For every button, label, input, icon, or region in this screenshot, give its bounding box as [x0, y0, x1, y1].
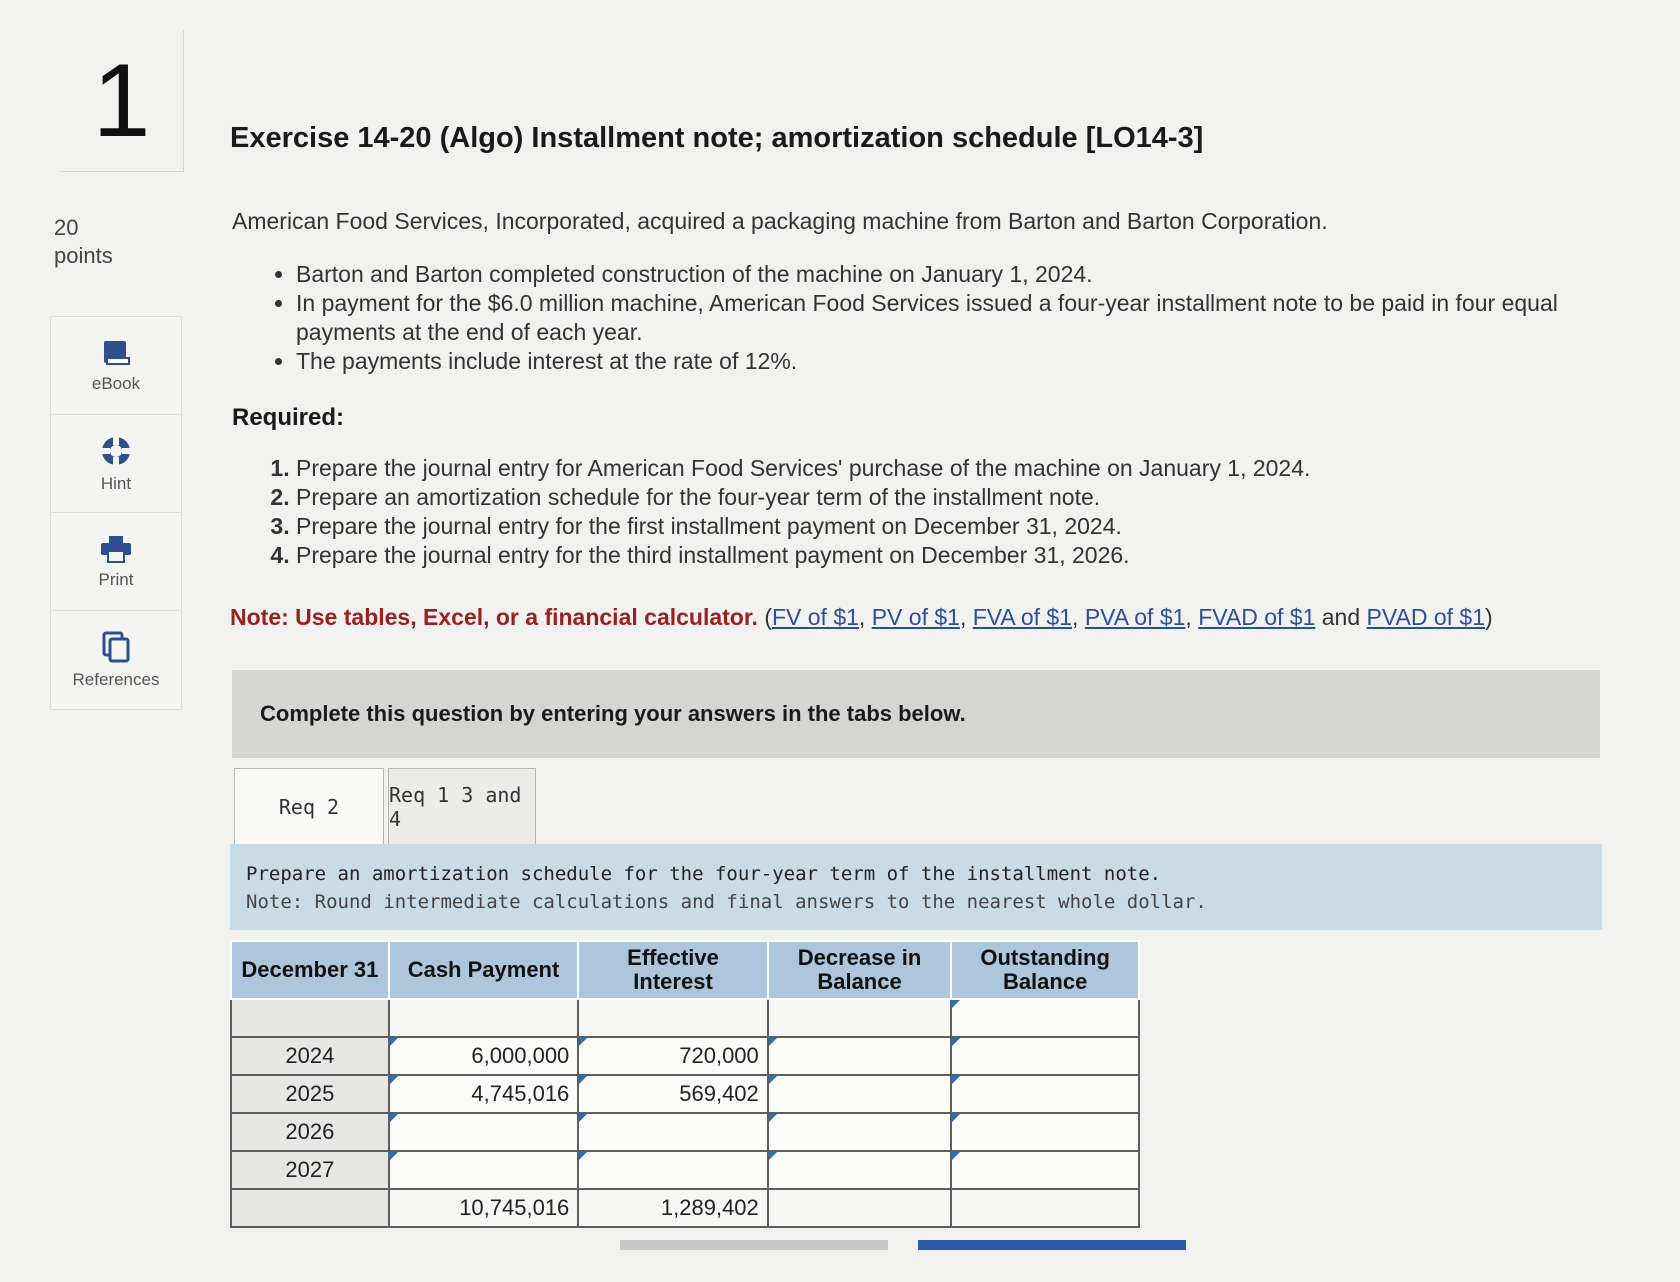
balance-input[interactable]: [951, 1075, 1139, 1113]
list-item: • In payment for the $6.0 million machine, American Food Services issued a four-year installment note to be paid in four equal payments at the end of each year.: [296, 289, 1660, 347]
table-row: [231, 999, 1139, 1037]
list-item: 3. Prepare the journal entry for the first installment payment on December 31, 2024.: [296, 512, 1310, 541]
balance-input[interactable]: [951, 1151, 1139, 1189]
list-item: • The payments include interest at the rate of 12%.: [296, 347, 1660, 376]
amortization-table: [230, 940, 1140, 1228]
balance-input[interactable]: [951, 999, 1139, 1037]
decrease-input[interactable]: [768, 1075, 952, 1113]
required-heading: Required:: [232, 404, 345, 431]
interest-input[interactable]: [578, 1151, 767, 1189]
intro-text: American Food Services, Incorporated, acquired a packaging machine from Barton and Barton Corporation.: [232, 208, 1328, 234]
instruction-line: Prepare an amortization schedule for the four-year term of the installment note.: [246, 863, 1162, 885]
pvad-link[interactable]: PVAD of $1: [1366, 604, 1486, 630]
fv-link[interactable]: FV of $1: [771, 604, 859, 630]
lifebuoy-icon: [99, 434, 133, 468]
points-value: [54, 214, 113, 270]
total-decrease: [768, 1189, 952, 1227]
copy-icon: [101, 630, 131, 664]
decrease-cell: [768, 999, 952, 1037]
total-cash: 10,745,016: [389, 1189, 579, 1227]
question-number: 1: [60, 30, 184, 172]
references-button[interactable]: [51, 611, 181, 709]
fva-link[interactable]: FVA of $1: [972, 604, 1073, 630]
printer-icon: [99, 534, 133, 564]
navigation-bar-next[interactable]: [918, 1240, 1186, 1250]
year-cell: 2026: [231, 1113, 389, 1151]
interest-cell: [578, 999, 767, 1037]
year-cell: 2027: [231, 1151, 389, 1189]
print-button[interactable]: [51, 513, 181, 611]
cash-input[interactable]: [389, 1151, 579, 1189]
requirements-list: [266, 454, 1310, 570]
interest-input[interactable]: 720,000: [578, 1037, 767, 1075]
year-cell: [231, 999, 389, 1037]
table-row: [231, 1113, 1139, 1151]
table-row: [231, 1037, 1139, 1075]
cash-input[interactable]: 6,000,000: [389, 1037, 579, 1075]
facts-list: [270, 260, 1660, 376]
hint-label: Hint: [100, 473, 132, 493]
tools-panel: [50, 316, 182, 710]
cash-input[interactable]: 4,745,016: [389, 1075, 579, 1113]
totals-label-cell: [231, 1189, 389, 1227]
points-number: 20: [54, 215, 79, 240]
interest-input[interactable]: [578, 1113, 767, 1151]
column-header: December 31: [231, 941, 389, 999]
year-cell: 2025: [231, 1075, 389, 1113]
hint-button[interactable]: [51, 415, 181, 513]
interest-input[interactable]: 569,402: [578, 1075, 767, 1113]
list-item: 1. Prepare the journal entry for American Food Services' purchase of the machine on January 1, 2024.: [296, 454, 1310, 483]
note-prefix: Note: Use tables, Excel, or a financial calculator.: [230, 604, 758, 630]
list-item: • Barton and Barton completed construction of the machine on January 1, 2024.: [296, 260, 1660, 289]
and-text: and: [1321, 604, 1361, 630]
balance-input[interactable]: [951, 1113, 1139, 1151]
answer-tabs: [234, 768, 536, 846]
column-header: Effective Interest: [578, 941, 767, 999]
year-cell: 2024: [231, 1037, 389, 1075]
points-label: points: [54, 243, 113, 268]
cash-input[interactable]: [389, 1113, 579, 1151]
table-row: [231, 1075, 1139, 1113]
total-balance: [951, 1189, 1139, 1227]
note-line: Note: Use tables, Excel, or a financial calculator. (FV of $1, PV of $1, FVA of $1, PVA of $1, FVAD of $1 and PVAD of $1): [230, 604, 1493, 630]
navigation-bar-prev[interactable]: [620, 1240, 888, 1250]
table-row: [231, 1151, 1139, 1189]
cash-cell: [389, 999, 579, 1037]
tab-req-1-3-4[interactable]: Req 1 3 and 4: [388, 768, 536, 846]
print-label: Print: [98, 569, 134, 589]
column-header: Decrease in Balance: [768, 941, 952, 999]
fvad-link[interactable]: FVAD of $1: [1198, 604, 1316, 630]
decrease-input[interactable]: [768, 1113, 952, 1151]
totals-row: [231, 1189, 1139, 1227]
instruction-note: Note: Round intermediate calculations and final answers to the nearest whole dollar.: [246, 891, 1207, 913]
book-icon: [101, 338, 131, 368]
instruction-banner: Complete this question by entering your answers in the tabs below.: [232, 670, 1600, 758]
column-header: Cash Payment: [389, 941, 579, 999]
tab-instructions: [230, 844, 1602, 930]
balance-input[interactable]: [951, 1037, 1139, 1075]
pva-link[interactable]: PVA of $1: [1084, 604, 1186, 630]
ebook-button[interactable]: [51, 317, 181, 415]
ebook-label: eBook: [91, 373, 141, 393]
exercise-title: Exercise 14-20 (Algo) Installment note; amortization schedule [LO14-3]: [230, 122, 1204, 154]
pv-link[interactable]: PV of $1: [871, 604, 960, 630]
column-header: Outstanding Balance: [951, 941, 1139, 999]
decrease-input[interactable]: [768, 1151, 952, 1189]
decrease-input[interactable]: [768, 1037, 952, 1075]
list-item: 4. Prepare the journal entry for the third installment payment on December 31, 2026.: [296, 541, 1310, 570]
references-label: References: [72, 670, 160, 689]
tab-req-2[interactable]: Req 2: [234, 768, 384, 846]
list-item: 2. Prepare an amortization schedule for the four-year term of the installment note.: [296, 483, 1310, 512]
total-interest: 1,289,402: [578, 1189, 767, 1227]
